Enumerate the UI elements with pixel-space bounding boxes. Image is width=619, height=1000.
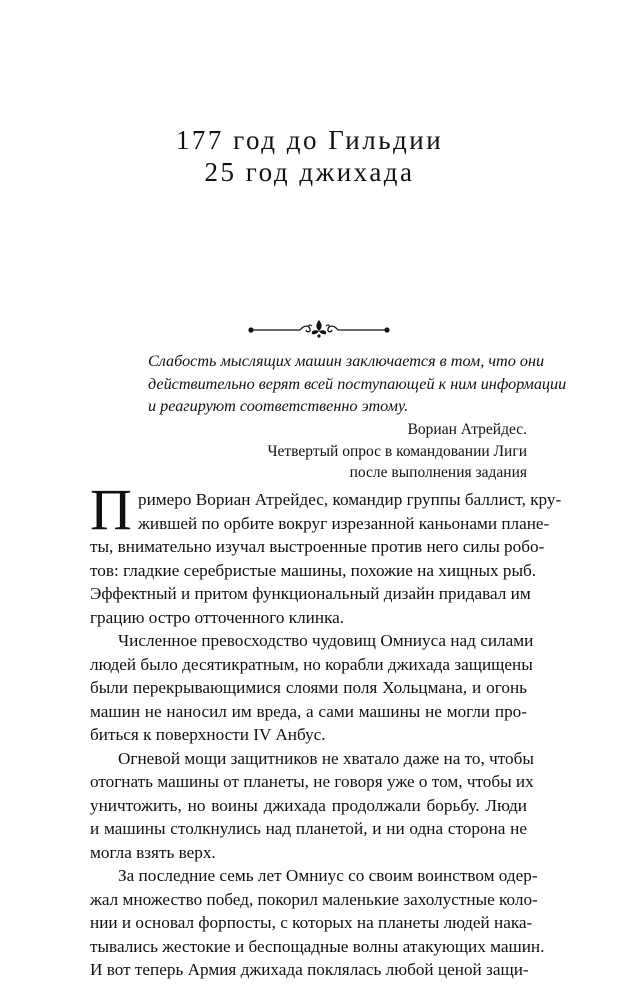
epigraph-attribution (207, 419, 527, 484)
body-line: Численное превосходство чудовищ Омниуса над силами (118, 631, 534, 650)
body-line: машин не наносил им вреда, а сами машины не могли про- (90, 701, 527, 721)
body-line: уничтожить, но воины джихада продолжали борьбу. Люди (90, 795, 527, 815)
first-paragraph-opening (90, 477, 562, 542)
epigraph-line: и реагируют соответственно этому. (148, 397, 409, 415)
chapter-title-line-1: 177 год до Гильдии (175, 125, 444, 155)
epigraph-line: действительно верят всей поступающей к ним информации (148, 374, 567, 393)
attribution-author: Вориан Атрейдес. (407, 421, 527, 438)
body-line: грацию остро отточенного клинка. (90, 607, 345, 627)
body-line: За последние семь лет Омниус со своим воинством одер- (118, 866, 538, 885)
attribution-source-cont: после выполнения задания (349, 464, 527, 481)
fleuron-divider-icon (246, 317, 392, 339)
body-line: и машины столкнулись над планетой, и ни одна сторона не (90, 819, 527, 838)
body-line: И вот теперь Армия джихада поклялась любой ценой защи- (90, 960, 529, 979)
body-text (90, 477, 562, 982)
epigraph-line: Слабость мыслящих машин заключается в том, что они (148, 352, 545, 370)
body-line: тывались жестокие и беспощадные волны атакующих машин. (90, 936, 545, 956)
chapter-title-line-2: 25 год джихада (204, 157, 415, 187)
body-line: могла взять верх. (90, 842, 216, 862)
body-line: жал множество побед, покорил маленькие захолустные коло- (90, 889, 538, 909)
body-line: были перекрывающимися слоями поля Хольцмана, и огонь (90, 678, 527, 697)
body-line: римеро Вориан Атрейдес, командир группы баллист, кру- (138, 490, 562, 509)
body-line: людей было десятикратным, но корабли джихада защищены (90, 654, 533, 674)
body-line: Эффектный и притом функциональный дизайн придавал им (90, 584, 531, 603)
body-line: жившей по орбите вокруг изрезанной каньонами плане- (138, 513, 550, 533)
epigraph (148, 350, 567, 418)
body-line: ты, внимательно изучал выстроенные против него силы робо- (90, 537, 545, 556)
body-line: биться к поверхности IV Анбус. (90, 725, 326, 744)
body-line: тов: гладкие серебристые машины, похожие на хищных рыб. (90, 560, 537, 580)
drop-cap: П (90, 477, 132, 542)
attribution-source: Четвертый опрос в командовании Лиги (267, 442, 527, 460)
body-line: нии и основал форпосты, с которых на планеты людей нака- (90, 913, 533, 932)
body-line: Огневой мощи защитников не хватало даже на то, чтобы (118, 748, 534, 768)
body-line: отогнать машины от планеты, не говоря уже о том, чтобы их (90, 772, 534, 791)
